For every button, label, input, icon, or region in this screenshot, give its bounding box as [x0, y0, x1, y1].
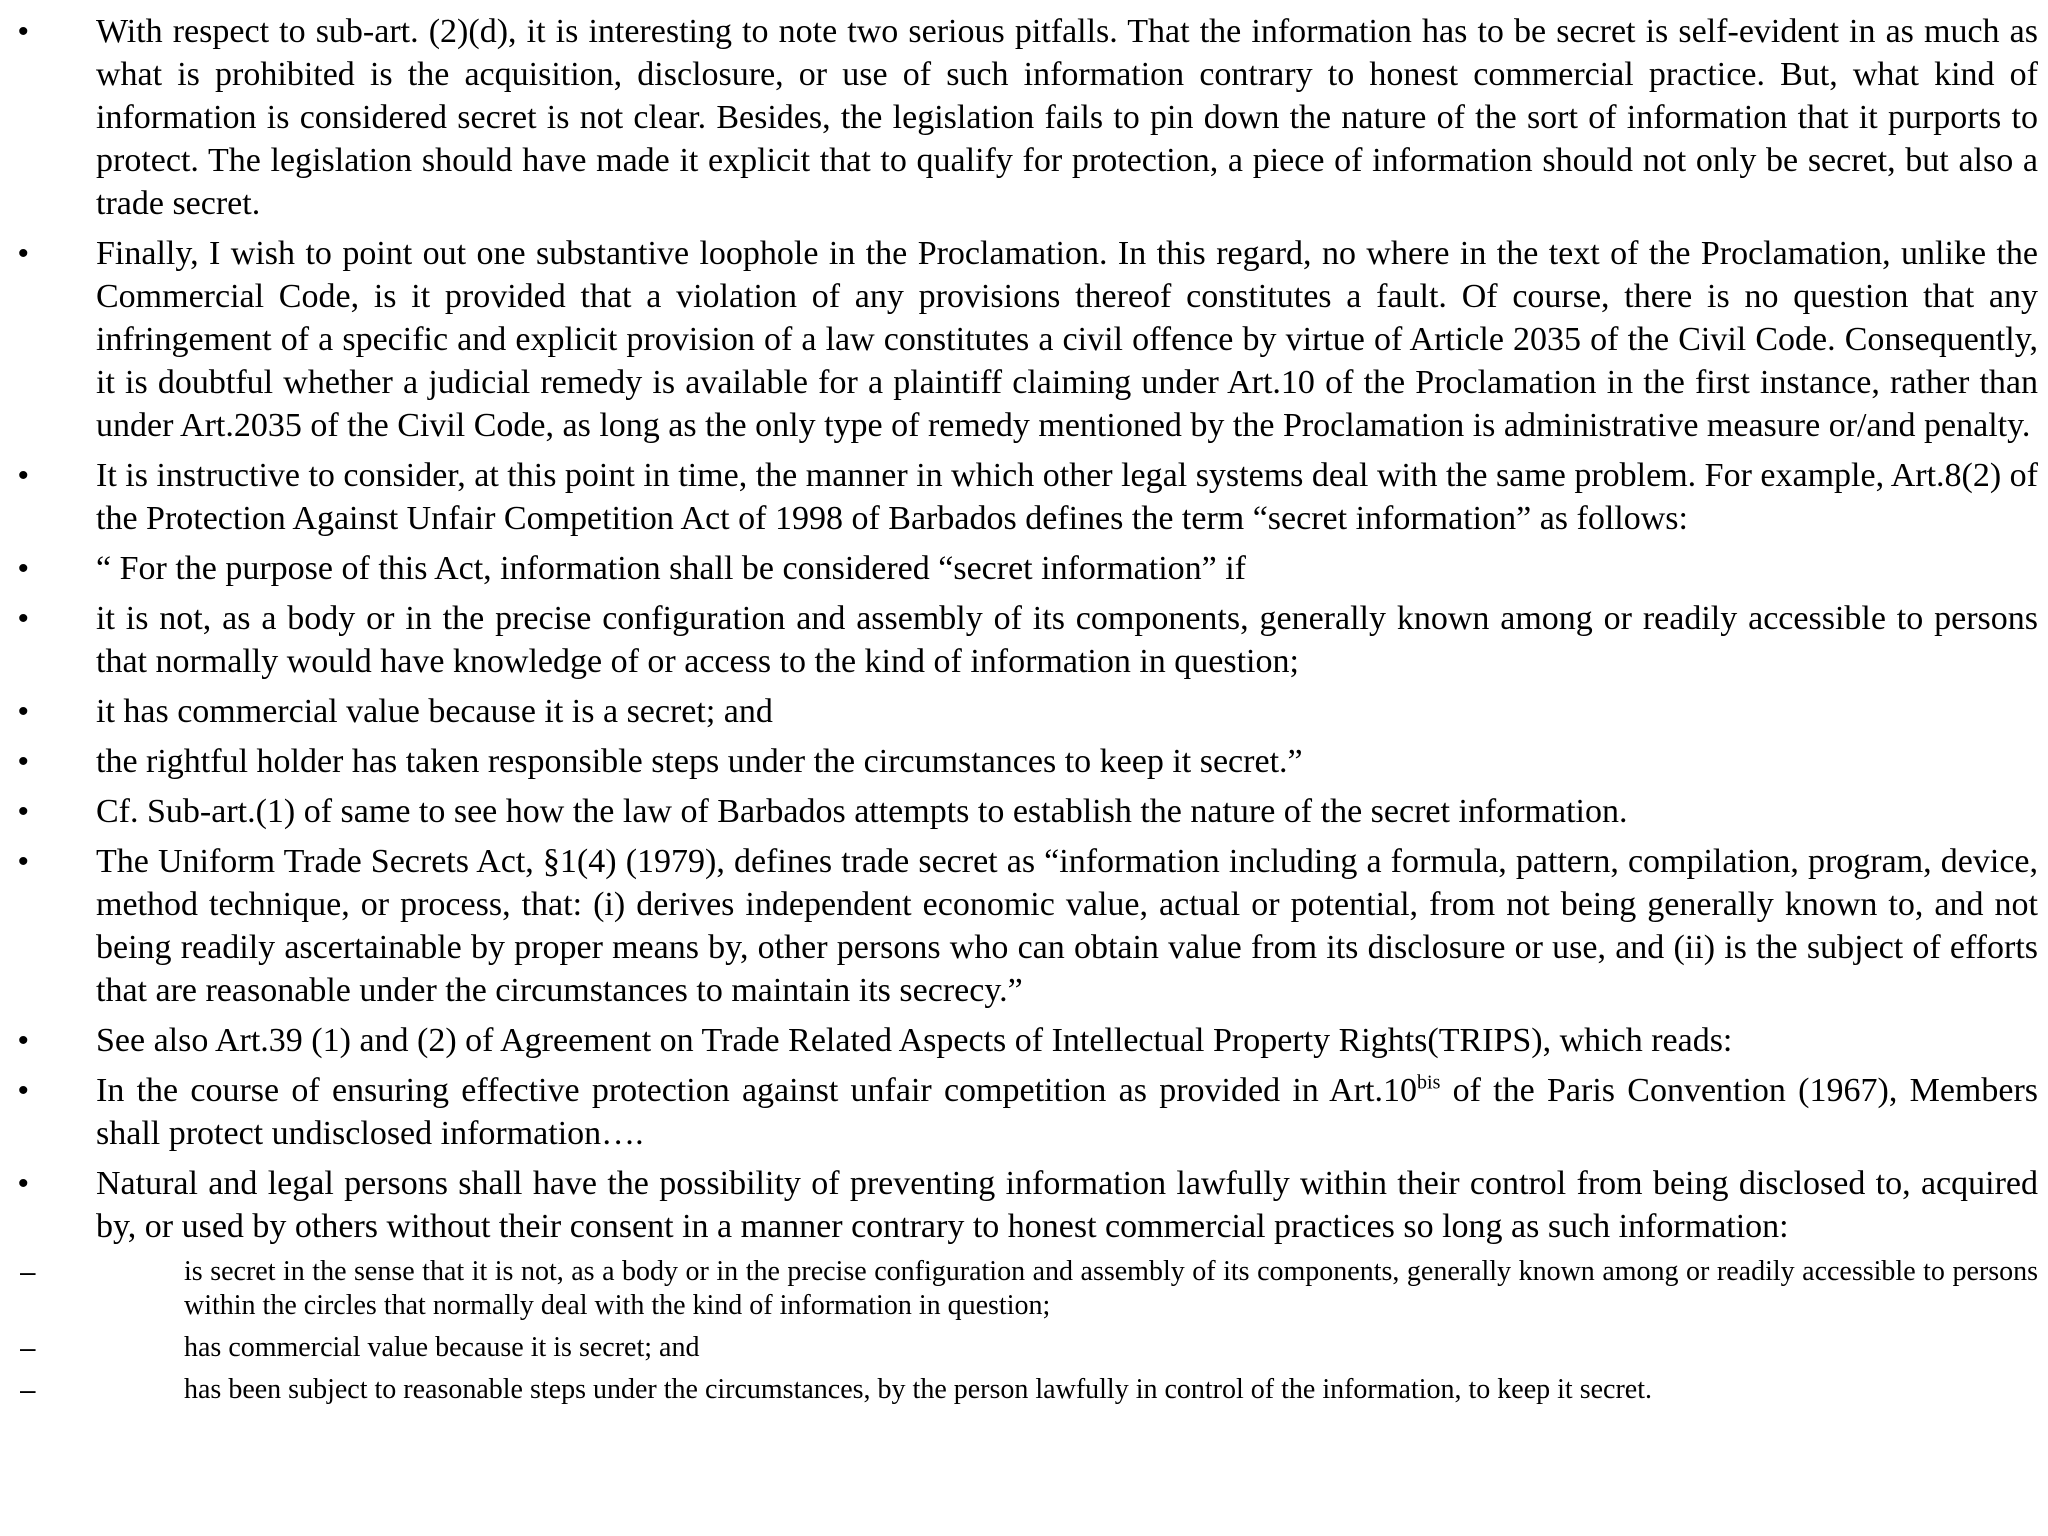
list-item	[0, 232, 2048, 447]
list-item	[0, 690, 2048, 733]
list-item-text: It is instructive to consider, at this point in time, the manner in which other legal systems deal with the same problem. For example, Art.8(2) of the Protection Against Unfair Competition Act of 1998 of Barbados defines the term “secret information” as follows:	[96, 457, 2038, 537]
sub-list-item	[0, 1255, 2048, 1323]
bullet-dot-icon: •	[18, 1024, 29, 1057]
list-item-text	[96, 1072, 2038, 1152]
sub-list-item	[0, 1331, 2048, 1365]
list-item-text: it is not, as a body or in the precise configuration and assembly of its components, generally known among or readily accessible to persons that normally would have knowledge of or access to the kind of information in question;	[96, 600, 2038, 680]
sub-list-item-text: has commercial value because it is secret; and	[184, 1332, 700, 1363]
sub-list-item-text: has been subject to reasonable steps under the circumstances, by the person lawfully in control of the information, to keep it secret.	[184, 1374, 1652, 1405]
bullet-list	[0, 10, 2048, 1415]
list-item-text: The Uniform Trade Secrets Act, §1(4) (1979), defines trade secret as “information including a formula, pattern, compilation, program, device, method technique, or process, that: (i) derives independent economic value, actual or potential, from not being generally known to, and not being readily ascertainable by proper means by, other persons who can obtain value from its disclosure or use, and (ii) is the subject of efforts that are reasonable under the circumstances to maintain its secrecy.”	[96, 843, 2038, 1009]
list-item-text: it has commercial value because it is a secret; and	[96, 693, 773, 730]
sub-list-item-text: is secret in the sense that it is not, as a body or in the precise configuration and assembly of its components, generally known among or readily accessible to persons within the circles that normally deal with the kind of information in question;	[184, 1256, 2038, 1321]
list-item	[0, 10, 2048, 225]
list-item	[0, 454, 2048, 540]
bullet-dot-icon: •	[18, 459, 29, 492]
list-item	[0, 840, 2048, 1012]
list-item	[0, 1069, 2048, 1155]
list-item-text-after: of the Paris Convention (1967), Members shall protect undisclosed information….	[96, 1072, 2039, 1152]
bullet-dot-icon: •	[18, 845, 29, 878]
bullet-dot-icon: •	[18, 602, 29, 635]
bullet-dash-icon: –	[20, 1374, 36, 1405]
bullet-dot-icon: •	[18, 1074, 29, 1107]
list-item	[0, 740, 2048, 783]
list-item	[0, 1162, 2048, 1248]
bullet-dash-icon: –	[20, 1332, 36, 1363]
bullet-dot-icon: •	[18, 695, 29, 728]
bullet-dot-icon: •	[18, 745, 29, 778]
list-item-text: See also Art.39 (1) and (2) of Agreement on Trade Related Aspects of Intellectual Property Rights(TRIPS), which reads:	[96, 1022, 1733, 1059]
bullet-dot-icon: •	[18, 15, 29, 48]
list-item	[0, 597, 2048, 683]
list-item-text: the rightful holder has taken responsible steps under the circumstances to keep it secret.”	[96, 743, 1303, 780]
list-item-text-before: In the course of ensuring effective protection against unfair competition as provided in Art.10	[96, 1072, 1418, 1109]
list-item-text: Cf. Sub-art.(1) of same to see how the law of Barbados attempts to establish the nature of the secret information.	[96, 793, 1628, 830]
superscript-bis: bis	[1417, 1071, 1441, 1094]
bullet-dot-icon: •	[18, 1167, 29, 1200]
bullet-dot-icon: •	[18, 237, 29, 270]
list-item-text: With respect to sub-art. (2)(d), it is interesting to note two serious pitfalls. That the information has to be secret is self-evident in as much as what is prohibited is the acquisition, disclosure, or use of such information contrary to honest commercial practice. But, what kind of information is considered secret is not clear. Besides, the legislation fails to pin down the nature of the sort of information that it purports to protect. The legislation should have made it explicit that to qualify for protection, a piece of information should not only be secret, but also a trade secret.	[96, 13, 2038, 222]
list-item-text: Natural and legal persons shall have the possibility of preventing information lawfully within their control from being disclosed to, acquired by, or used by others without their consent in a manner contrary to honest commercial practices so long as such information:	[96, 1165, 2038, 1245]
list-item	[0, 547, 2048, 590]
sub-list-item	[0, 1373, 2048, 1407]
bullet-dot-icon: •	[18, 552, 29, 585]
list-item	[0, 790, 2048, 833]
list-item-text: “ For the purpose of this Act, information shall be considered “secret information” if	[96, 550, 1247, 587]
list-item-text: Finally, I wish to point out one substantive loophole in the Proclamation. In this regard, no where in the text of the Proclamation, unlike the Commercial Code, is it provided that a violation of any provisions thereof constitutes a fault. Of course, there is no question that any infringement of a specific and explicit provision of a law constitutes a civil offence by virtue of Article 2035 of the Civil Code. Consequently, it is doubtful whether a judicial remedy is available for a plaintiff claiming under Art.10 of the Proclamation in the first instance, rather than under Art.2035 of the Civil Code, as long as the only type of remedy mentioned by the Proclamation is administrative measure or/and penalty.	[96, 235, 2038, 444]
bullet-dot-icon: •	[18, 795, 29, 828]
bullet-dash-icon: –	[20, 1256, 36, 1287]
list-item	[0, 1019, 2048, 1062]
